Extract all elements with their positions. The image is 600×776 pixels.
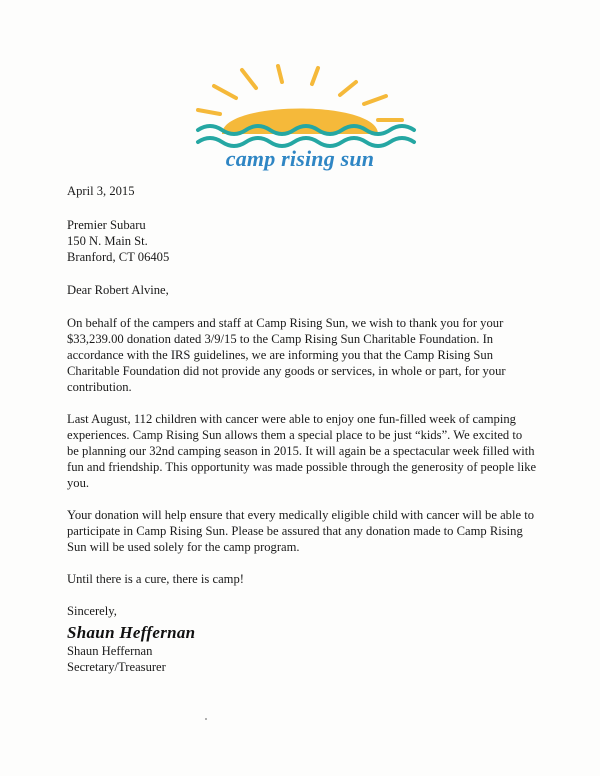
letter-body <box>67 183 537 675</box>
paragraph-thanks: On behalf of the campers and staff at Camp Rising Sun, we wish to thank you for your $33,239.00 donation dated 3/9/15 to the Camp Rising Sun Charitable Foundation. In accordance with the IRS guidelines, we are informing you that the Camp Rising Sun Charitable Foundation did not provide any goods or services, in whole or part, for your contribution. <box>67 316 506 394</box>
letter-date: April 3, 2015 <box>67 184 135 198</box>
sun-ray <box>198 110 220 114</box>
sun-ray <box>364 96 386 104</box>
camp-rising-sun-logo <box>180 62 420 177</box>
paragraph-motto: Until there is a cure, there is camp! <box>67 572 244 586</box>
closing: Sincerely, <box>67 604 117 618</box>
logo-wordmark: camp rising sun <box>225 146 375 171</box>
signer-block <box>67 643 537 675</box>
signer-name: Shaun Heffernan <box>67 644 153 658</box>
wave-bottom <box>198 138 414 146</box>
sun-ray <box>242 70 256 88</box>
paragraph-camp-summary: Last August, 112 children with cancer were able to enjoy one fun-filled week of camping experiences. Camp Rising Sun allows them a special place to be just “kids”. We excited to be planning our 32nd camping season in 2015. It will again be a spectacular week filled with fun and friendship. This opportunity was made possible through the generosity of people like you. <box>67 412 537 490</box>
signer-title: Secretary/Treasurer <box>67 660 166 674</box>
sun-ray <box>214 86 236 98</box>
paragraph-donation-use: Your donation will help ensure that every medically eligible child with cancer will be able to participate in Camp Rising Sun. Please be assured that any donation made to Camp Rising Sun will be used solely for the camp program. <box>67 508 535 554</box>
sun-logo-graphic <box>180 62 420 152</box>
handwritten-signature: Shaun Heffernan <box>67 623 196 642</box>
scan-speck <box>205 718 207 720</box>
recipient-address <box>67 217 537 265</box>
sun-ray <box>340 82 356 95</box>
recipient-name: Premier Subaru <box>67 218 146 232</box>
sun-ray <box>278 66 282 82</box>
recipient-city: Branford, CT 06405 <box>67 250 170 264</box>
sun-ray <box>312 68 318 84</box>
salutation: Dear Robert Alvine, <box>67 283 169 297</box>
recipient-street: 150 N. Main St. <box>67 234 148 248</box>
